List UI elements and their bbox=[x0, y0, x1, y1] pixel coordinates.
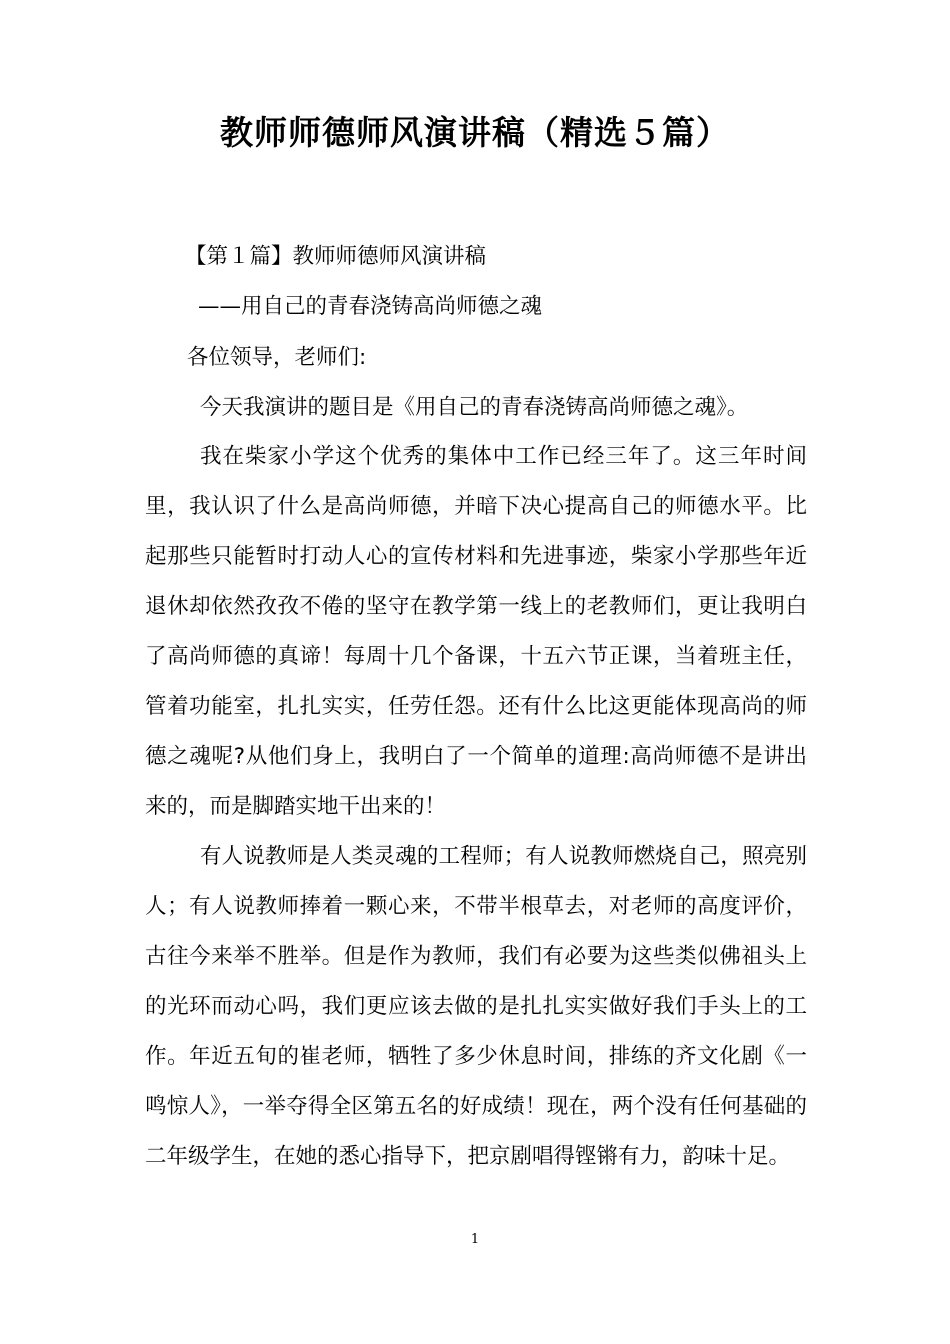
speech-body bbox=[145, 432, 807, 1182]
topic-line: 今天我演讲的题目是《用自己的青春浇铸高尚师德之魂》。 bbox=[200, 395, 749, 420]
section-heading: 【第１篇】教师师德师风演讲稿 bbox=[185, 244, 487, 269]
page-number: 1 bbox=[470, 1232, 480, 1247]
salutation: 各位领导，老师们: bbox=[187, 345, 367, 370]
body-paragraph: 有人说教师是人类灵魂的工程师；有人说教师燃烧自己，照亮别人；有人说教师捧着一颗心来，不带半根草去，对老师的高度评价，古往今来举不胜举。但是作为教师，我们有必要为这些类似佛祖头上的光环而动心吗，我们更应该去做的是扎扎实实做好我们手头上的工作。年近五旬的崔老师，牺牲了多少休息时间，排练的齐文化剧《一鸣惊人》，一举夺得全区第五名的好成绩！现在，两个没有任何基础的二年级学生，在她的悉心指导下，把京剧唱得铿锵有力，韵味十足。 bbox=[145, 844, 807, 1169]
document-title: 教师师德师风演讲稿（精选５篇） bbox=[220, 113, 730, 152]
body-paragraph: 我在柴家小学这个优秀的集体中工作已经三年了。这三年时间里，我认识了什么是高尚师德，并暗下决心提高自己的师德水平。比起那些只能暂时打动人心的宣传材料和先进事迹，柴家小学那些年近退休却依然孜孜不倦的坚守在教学第一线上的老教师们，更让我明白了高尚师德的真谛！每周十几个备课，十五六节正课，当着班主任，管着功能室，扎扎实实，任劳任怨。还有什么比这更能体现高尚的师德之魂呢?从他们身上，我明白了一个简单的道理:高尚师德不是讲出来的，而是脚踏实地干出来的！ bbox=[145, 444, 807, 819]
speech-subtitle: ——用自己的青春浇铸高尚师德之魂 bbox=[198, 294, 543, 319]
